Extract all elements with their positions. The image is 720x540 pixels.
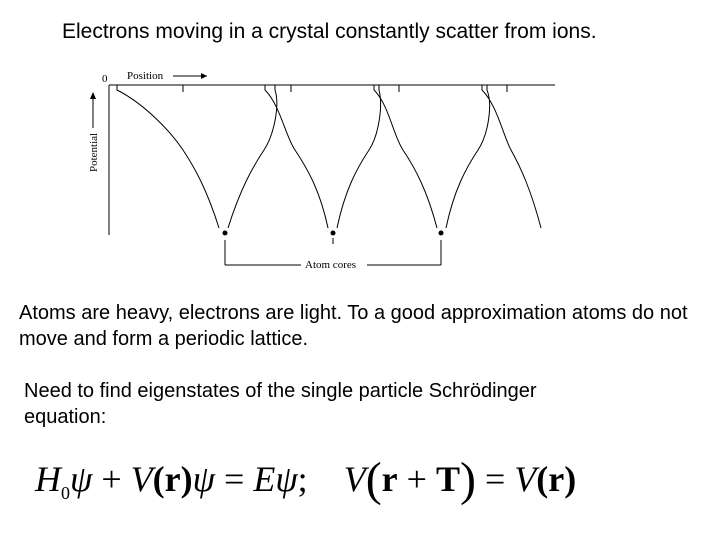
eq-psi-2: ψ	[192, 459, 215, 499]
eq-psi-1: ψ	[70, 459, 93, 499]
eq-v-3: V	[514, 459, 537, 499]
eq-psi-3: ψ	[275, 459, 298, 499]
eq-r-2: r	[381, 459, 398, 499]
atom-core-3	[439, 231, 444, 236]
eq-r-3: (r)	[536, 459, 577, 499]
eq-h: H	[35, 459, 61, 499]
eq-e: E	[253, 459, 276, 499]
eq-equals-1: =	[215, 459, 254, 499]
slide-title: Electrons moving in a crystal constantly scatter from ions.	[62, 20, 597, 43]
eq-v-1: V	[130, 459, 153, 499]
paragraph-atoms: Atoms are heavy, electrons are light. To a good approximation atoms do not move and form a periodic lattice.	[19, 302, 688, 350]
eq-plus-1: +	[92, 459, 131, 499]
eq-paren-right: )	[459, 453, 476, 506]
eq-paren-left: (	[365, 453, 382, 506]
eq-semicolon: ;	[297, 459, 344, 499]
eq-r-1: (r)	[152, 459, 193, 499]
atom-cores-label: Atom cores	[305, 259, 357, 271]
y-axis-label: Potential	[88, 132, 100, 172]
eq-plus-2: +	[397, 459, 436, 499]
y-arrow-head	[90, 92, 96, 99]
atom-core-2	[331, 231, 336, 236]
eq-equals-2: =	[475, 459, 515, 499]
x-axis-label: Position	[127, 70, 164, 82]
schrodinger-equation	[35, 452, 576, 507]
eq-h-sub: 0	[61, 483, 70, 504]
potential-diagram	[75, 60, 595, 275]
eq-t: T	[435, 459, 460, 499]
origin-label: 0	[102, 73, 108, 85]
atom-core-1	[223, 231, 228, 236]
potential-curve	[117, 85, 541, 228]
paragraph-eigenstates: Need to find eigenstates of the single particle Schrödinger equation:	[24, 380, 537, 428]
eq-v-2: V	[343, 459, 366, 499]
x-arrow-head	[201, 73, 207, 79]
